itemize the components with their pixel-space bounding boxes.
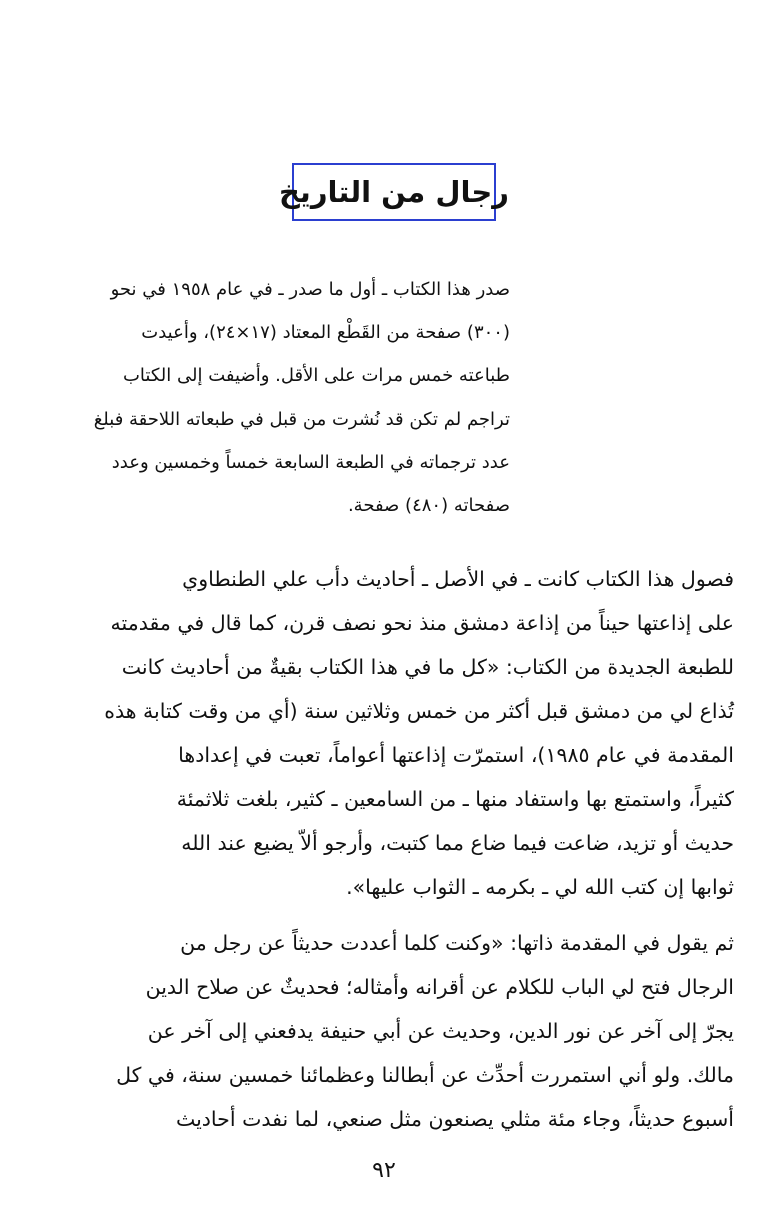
- chapter-title-box: [279, 163, 509, 221]
- paragraph-line: الرجال فتح لي الباب للكلام عن أقرانه وأمثاله؛ فحديثٌ عن صلاح الدين: [145, 975, 734, 999]
- paragraph-line: على إذاعتها حيناً من إذاعة دمشق منذ نحو نصف قرن، كما قال في مقدمته: [110, 611, 734, 635]
- intro-line: صفحاته (٤٨٠) صفحة.: [347, 494, 510, 516]
- paragraph-line: أسبوع حديثاً، وجاء مئة مثلي يصنعون مثل صنعي، لما نفدت أحاديث: [175, 1107, 734, 1131]
- paragraph-line: يجرّ إلى آخر عن نور الدين، وحديث عن أبي حنيفة يدفعني إلى آخر عن: [147, 1019, 734, 1043]
- body-text: [34, 557, 734, 1141]
- intro-line: صدر هذا الكتاب ـ أول ما صدر ـ في عام ١٩٥٨ في نحو: [110, 279, 510, 300]
- chapter-title: رجال من التاريخ: [279, 175, 509, 209]
- intro-note: [50, 268, 510, 527]
- paragraph-line: المقدمة في عام ١٩٨٥)، استمرّت إذاعتها أعواماً، تعبت في إعدادها: [178, 743, 734, 767]
- paragraph-line: كثيراً، واستمتع بها واستفاد منها ـ من السامعين ـ كثير، بلغت ثلاثمئة: [176, 787, 734, 811]
- paragraph-line: تُذاع لي من دمشق قبل أكثر من خمس وثلاثين سنة (أي من وقت كتابة هذه: [104, 699, 734, 723]
- page-number: ٩٢: [372, 1158, 396, 1183]
- paragraph-line: ثم يقول في المقدمة ذاتها: «وكنت كلما أعددت حديثاً عن رجل من: [180, 931, 734, 955]
- paragraph-line: ثوابها إن كتب الله لي ـ بكرمه ـ الثواب عليها».: [346, 875, 734, 899]
- paragraph-2: [34, 921, 734, 1141]
- paragraph-line: فصول هذا الكتاب كانت ـ في الأصل ـ أحاديث دأب علي الطنطاوي: [182, 567, 734, 591]
- paragraph-1: [34, 557, 734, 909]
- paragraph-line: للطبعة الجديدة من الكتاب: «كل ما في هذا الكتاب بقيةٌ من أحاديث كانت: [121, 655, 734, 679]
- paragraph-line: حديث أو تزيد، ضاعت فيما ضاع مما كتبت، وأرجو ألاّ يضيع عند الله: [181, 831, 734, 855]
- paragraph-line: مالك. ولو أني استمررت أحدِّث عن أبطالنا وعظمائنا خمسين سنة، في كل: [116, 1063, 734, 1087]
- intro-line: (٣٠٠) صفحة من القَطْع المعتاد (١٧×٢٤)، وأعيدت: [141, 322, 510, 344]
- intro-line: طباعته خمس مرات على الأقل. وأضيفت إلى الكتاب: [122, 365, 510, 387]
- intro-line: عدد ترجماته في الطبعة السابعة خمساً وخمسين وعدد: [111, 451, 510, 473]
- intro-line: تراجم لم تكن قد نُشرت من قبل في طبعاته اللاحقة فبلغ: [93, 408, 510, 430]
- paragraph-spacer: [34, 909, 734, 921]
